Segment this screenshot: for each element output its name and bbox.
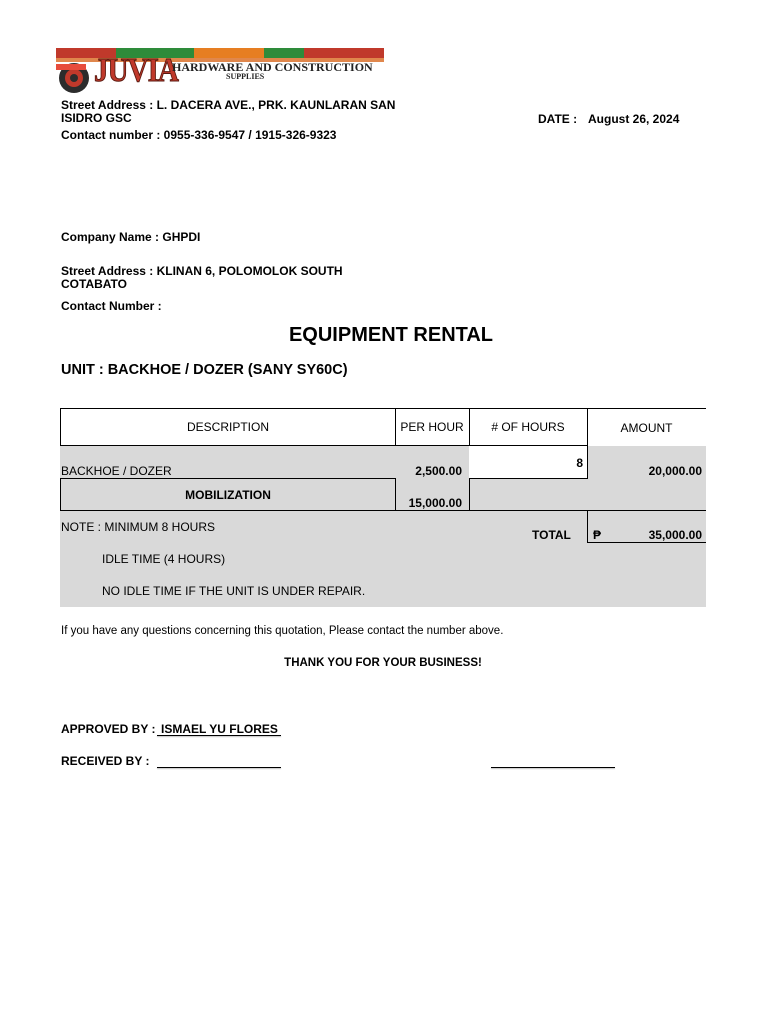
customer-address-line1: Street Address : KLINAN 6, POLOMOLOK SOUTH bbox=[61, 264, 343, 278]
note-idle-time: IDLE TIME (4 HOURS) bbox=[102, 552, 226, 566]
customer-address-line2: COTABATO bbox=[61, 277, 127, 291]
brand-tagline-supplies: SUPPLIES bbox=[226, 72, 265, 81]
brand-tagline: HARDWARE AND CONSTRUCTION bbox=[172, 60, 373, 74]
company-address-line2: ISIDRO GSC bbox=[61, 111, 132, 125]
row1-hours: 8 bbox=[469, 446, 588, 479]
date-value: August 26, 2024 bbox=[588, 112, 680, 126]
row2-description: MOBILIZATION bbox=[60, 478, 396, 511]
row2-per-hour: 15,000.00 bbox=[395, 478, 470, 511]
row1-amount: 20,000.00 bbox=[648, 464, 702, 478]
header-hours: # OF HOURS bbox=[469, 408, 588, 446]
company-logo bbox=[54, 44, 388, 96]
received-signature-line bbox=[157, 767, 281, 768]
row1-description: BACKHOE / DOZER bbox=[61, 464, 172, 478]
row2-hours bbox=[469, 478, 588, 511]
currency-symbol: ₱ bbox=[593, 528, 602, 542]
date-label: DATE : bbox=[538, 112, 578, 126]
note-minimum: NOTE : MINIMUM 8 HOURS bbox=[61, 520, 216, 534]
date-signature-line bbox=[491, 767, 615, 768]
approved-label: APPROVED BY : bbox=[61, 722, 156, 736]
received-label: RECEIVED BY : bbox=[61, 754, 150, 768]
header-description: DESCRIPTION bbox=[60, 408, 396, 446]
company-contact: Contact number : 0955-336-9547 / 1915-326-9323 bbox=[61, 128, 337, 142]
total-value: 35,000.00 bbox=[648, 528, 702, 542]
row1-per-hour: 2,500.00 bbox=[395, 446, 470, 479]
questions-note: If you have any questions concerning this quotation, Please contact the number above. bbox=[61, 625, 504, 637]
company-address-line1: Street Address : L. DACERA AVE., PRK. KAUNLARAN SAN bbox=[61, 98, 396, 112]
note-no-idle: NO IDLE TIME IF THE UNIT IS UNDER REPAIR. bbox=[102, 584, 366, 598]
total-label: TOTAL bbox=[532, 528, 571, 542]
unit-label: UNIT : BACKHOE / DOZER (SANY SY60C) bbox=[61, 362, 348, 378]
header-per-hour: PER HOUR bbox=[395, 408, 470, 446]
brand-name: JUVIA bbox=[94, 52, 179, 89]
customer-contact: Contact Number : bbox=[61, 299, 162, 313]
document-title: EQUIPMENT RENTAL bbox=[288, 324, 494, 346]
customer-address bbox=[61, 265, 343, 291]
approved-signature-line bbox=[157, 735, 281, 736]
header-amount: AMOUNT bbox=[587, 408, 706, 446]
thank-you: THANK YOU FOR YOUR BUSINESS! bbox=[284, 657, 482, 669]
customer-company-name: Company Name : GHPDI bbox=[61, 230, 201, 244]
company-address bbox=[61, 99, 395, 125]
approved-name: ISMAEL YU FLORES bbox=[161, 722, 278, 736]
